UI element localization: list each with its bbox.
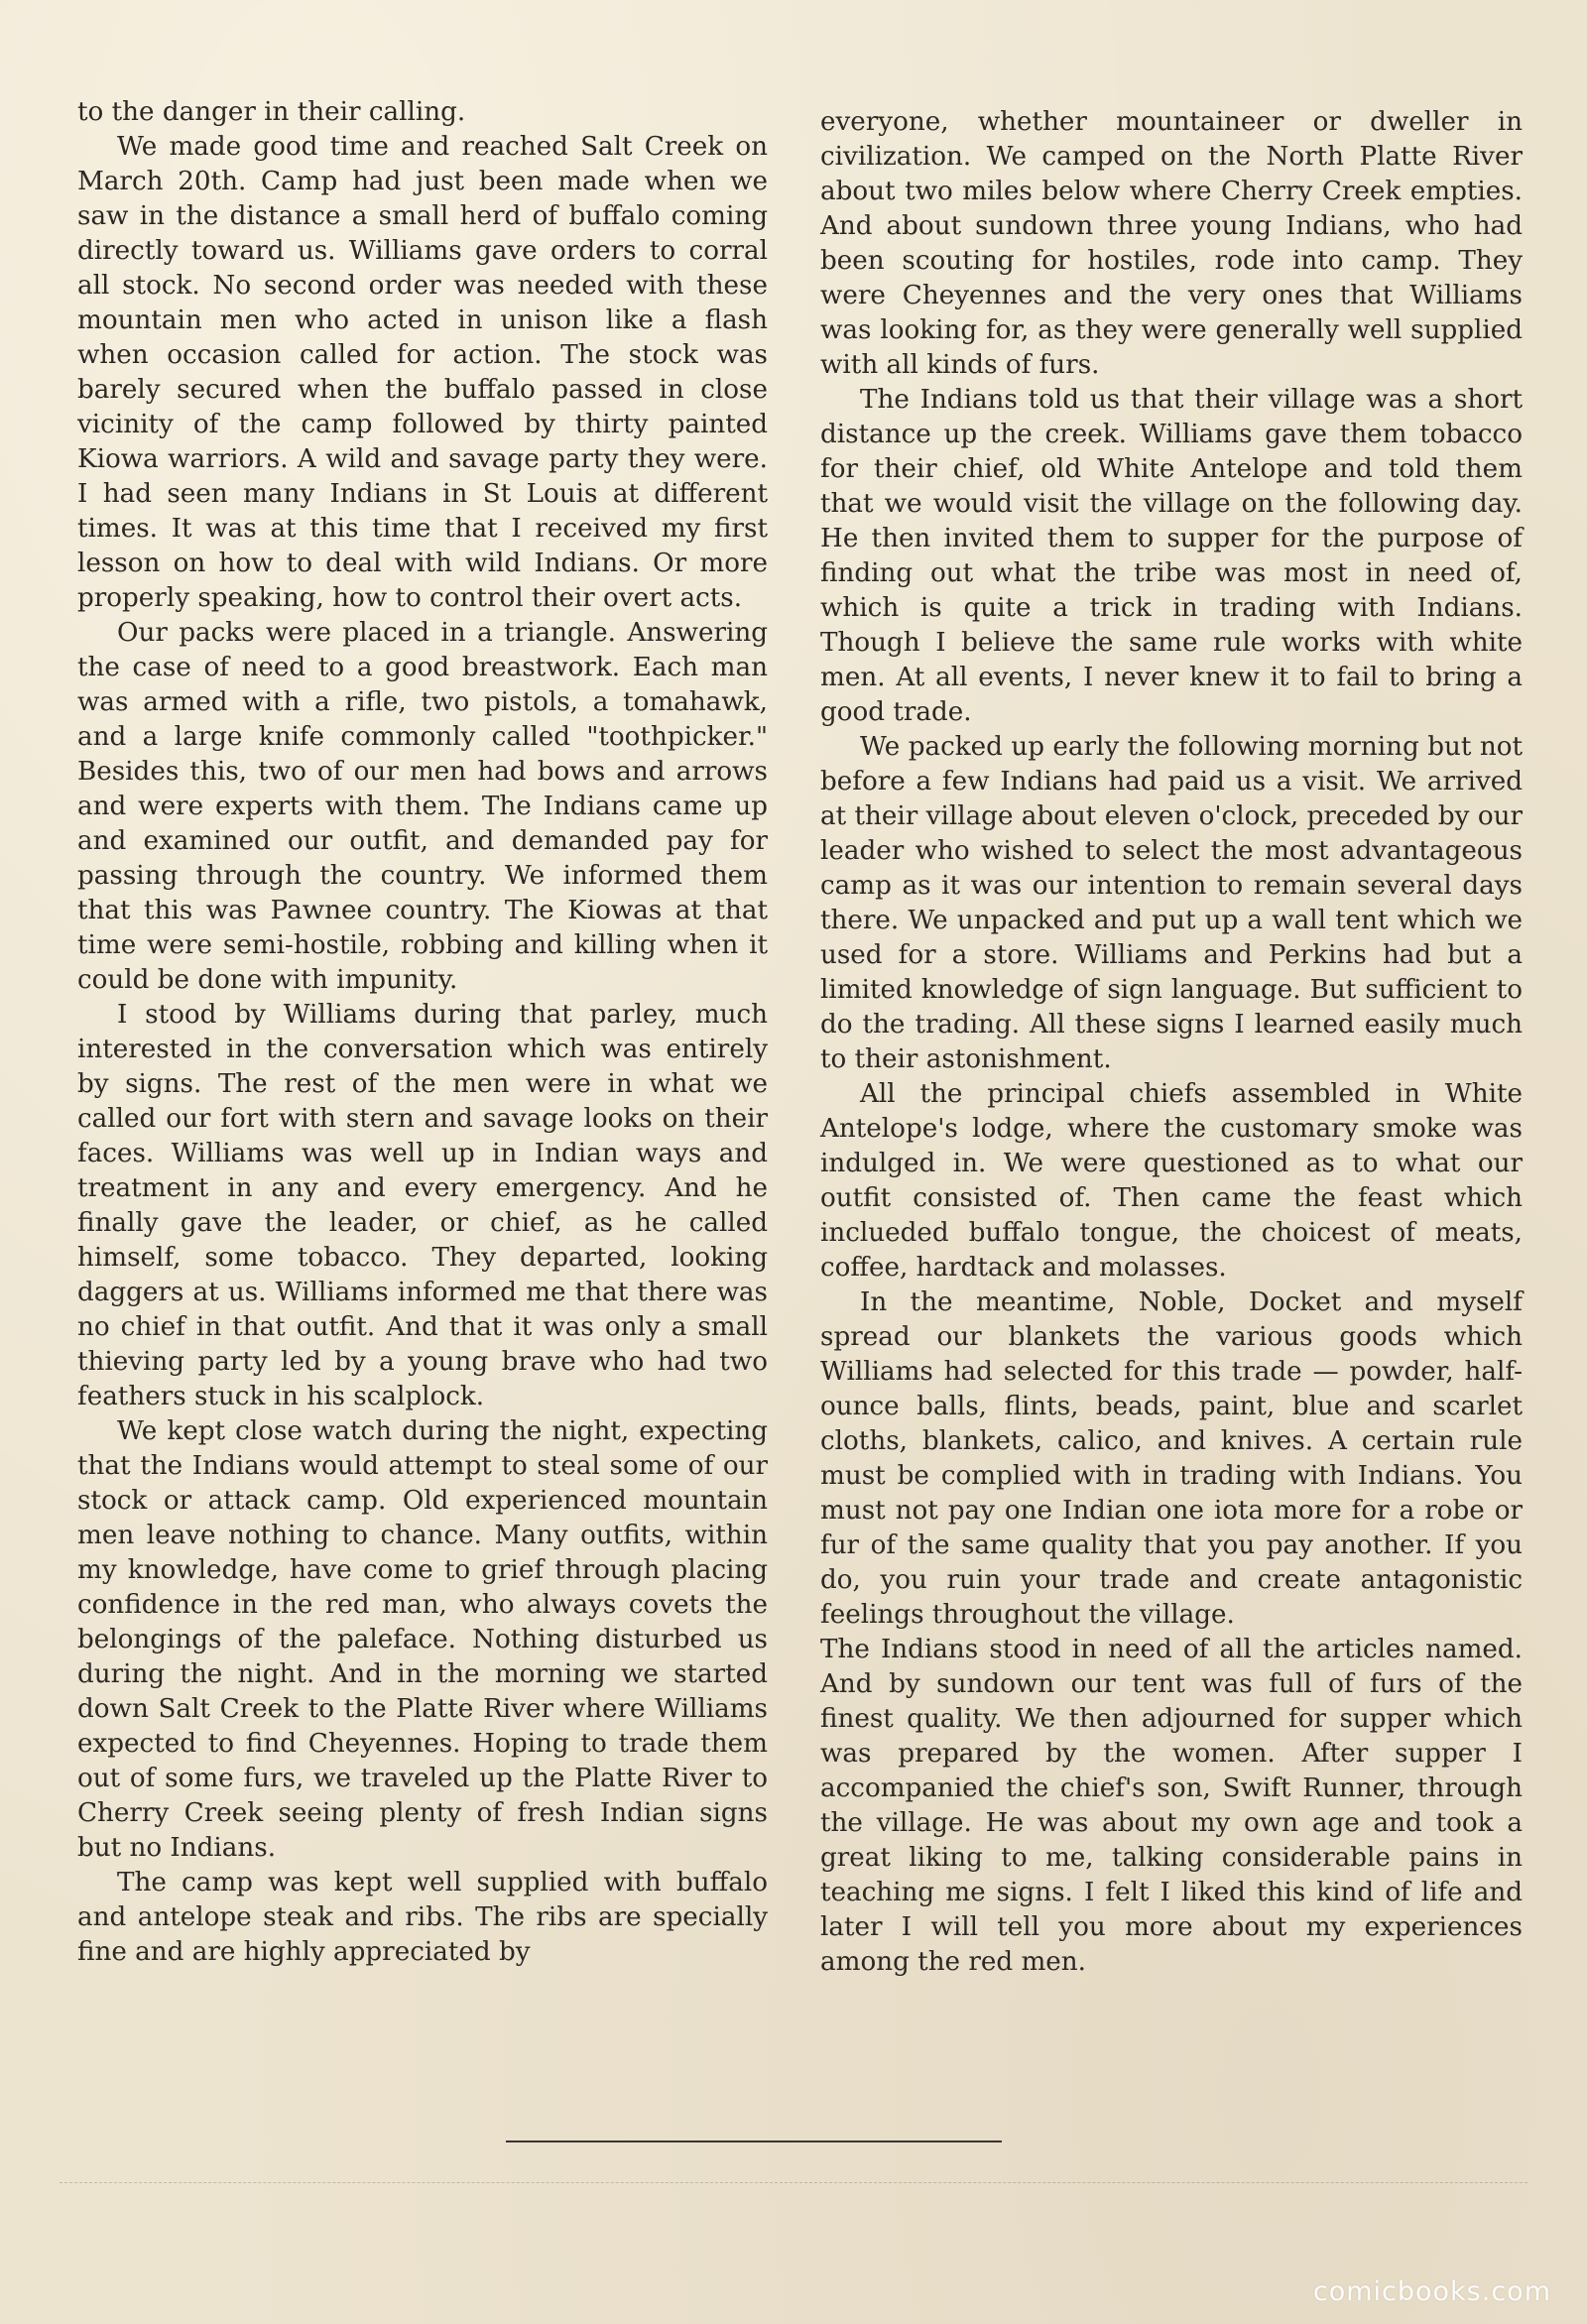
paragraph: All the principal chiefs assembled in White Antelope's lodge, where the customary smoke was indulged in. We were questioned as to what our outfit consisted of. Then came the feast which inclueded buffalo tongue, the choicest of meats, coffee, hardtack and molasses. (820, 1079, 1523, 1283)
left-text-column (77, 95, 768, 1970)
paragraph: We packed up early the following morning but not before a few Indians had paid us a visit. We arrived at their village about eleven o'clock, preceded by our leader who wished to select the most advantageous camp as it was our intention to remain several days there. We unpacked and put up a wall tent which we used for a store. Williams and Perkins had but a limited knowledge of sign language. But sufficient to do the trading. All these signs I learned easily much to their astonishment. (820, 732, 1523, 1074)
paragraph: We kept close watch during the night, expecting that the Indians would attempt to steal some of our stock or attack camp. Old experienced mountain men leave nothing to chance. Many outfits, within my knowledge, have come to grief through placing confidence in the red man, who always covets the belongings of the paleface. Nothing disturbed us during the night. And in the morning we started down Salt Creek to the Platte River where Williams expected to find Cheyennes. Hoping to trade them out of some furs, we traveled up the Platte River to Cherry Creek seeing plenty of fresh Indian signs but no Indians. (77, 1416, 768, 1863)
paragraph: In the meantime, Noble, Docket and myself spread our blankets the various goods which Williams had selected for this trade — powder, half-ounce balls, flints, beads, paint, blue and scarlet cloths, blankets, calico, and knives. A certain rule must be complied with in trading with Indians. You must not pay one Indian one iota more for a robe or fur of the same quality that you pay another. If you do, you ruin your trade and create antagonistic feelings throughout the village. (820, 1287, 1523, 1630)
paragraph: Our packs were placed in a triangle. Answering the case of need to a good breastwork. Each man was armed with a rifle, two pistols, a tomahawk, and a large knife commonly called "toothpicker." Besides this, two of our men had bows and arrows and were experts with them. The Indians came up and examined our outfit, and demanded pay for passing through the country. We informed them that this was Pawnee country. The Kiowas at that time were semi-hostile, robbing and killing when it could be done with impunity. (77, 618, 768, 995)
right-text-column (820, 105, 1523, 1980)
end-rule (506, 2141, 1002, 2142)
paragraph: The camp was kept well supplied with buffalo and antelope steak and ribs. The ribs are specially fine and are highly appreciated by (77, 1868, 768, 1967)
paragraph: to the danger in their calling. (77, 97, 466, 127)
paragraph: The Indians stood in need of all the articles named. And by sundown our tent was full of furs of the finest quality. We then adjourned for supper which was prepared by the women. After supper I accompanied the chief's son, Swift Runner, through the village. He was about my own age and took a great liking to me, talking considerable pains in teaching me signs. I felt I liked this kind of life and later I will tell you more about my experiences among the red men. (820, 1635, 1523, 1977)
paragraph: The Indians told us that their village was a short distance up the creek. Williams gave them tobacco for their chief, old White Antelope and told them that we would visit the village on the following day. He then invited them to supper for the purpose of finding out what the tribe was most in need of, which is quite a trick in trading with Indians. Though I believe the same rule works with white men. At all events, I never knew it to fail to bring a good trade. (820, 385, 1523, 727)
paragraph: We made good time and reached Salt Creek on March 20th. Camp had just been made when we saw in the distance a small herd of buffalo coming directly toward us. Williams gave orders to corral all stock. No second order was needed with these mountain men who acted in unison like a flash when occasion called for action. The stock was barely secured when the buffalo passed in close vicinity of the camp followed by thirty painted Kiowa warriors. A wild and savage party they were. I had seen many Indians in St Louis at different times. It was at this time that I received my first lesson on how to deal with wild Indians. Or more properly speaking, how to control their overt acts. (77, 132, 768, 613)
print-line (60, 2182, 1527, 2183)
paragraph: everyone, whether mountaineer or dweller in civilization. We camped on the North Platte River about two miles below where Cherry Creek empties. And about sundown three young Indians, who had been scouting for hostiles, rode into camp. They were Cheyennes and the very ones that Williams was looking for, as they were generally well supplied with all kinds of furs. (820, 107, 1523, 380)
paragraph: I stood by Williams during that parley, much interested in the conversation which was entirely by signs. The rest of the men were in what we called our fort with stern and savage looks on their faces. Williams was well up in Indian ways and treatment in any and every emergency. And he finally gave the leader, or chief, as he called himself, some tobacco. They departed, looking daggers at us. Williams informed me that there was no chief in that outfit. And that it was only a small thieving party led by a young brave who had two feathers stuck in his scalplock. (77, 1000, 768, 1411)
watermark-text: comicbooks.com (1312, 2276, 1551, 2307)
